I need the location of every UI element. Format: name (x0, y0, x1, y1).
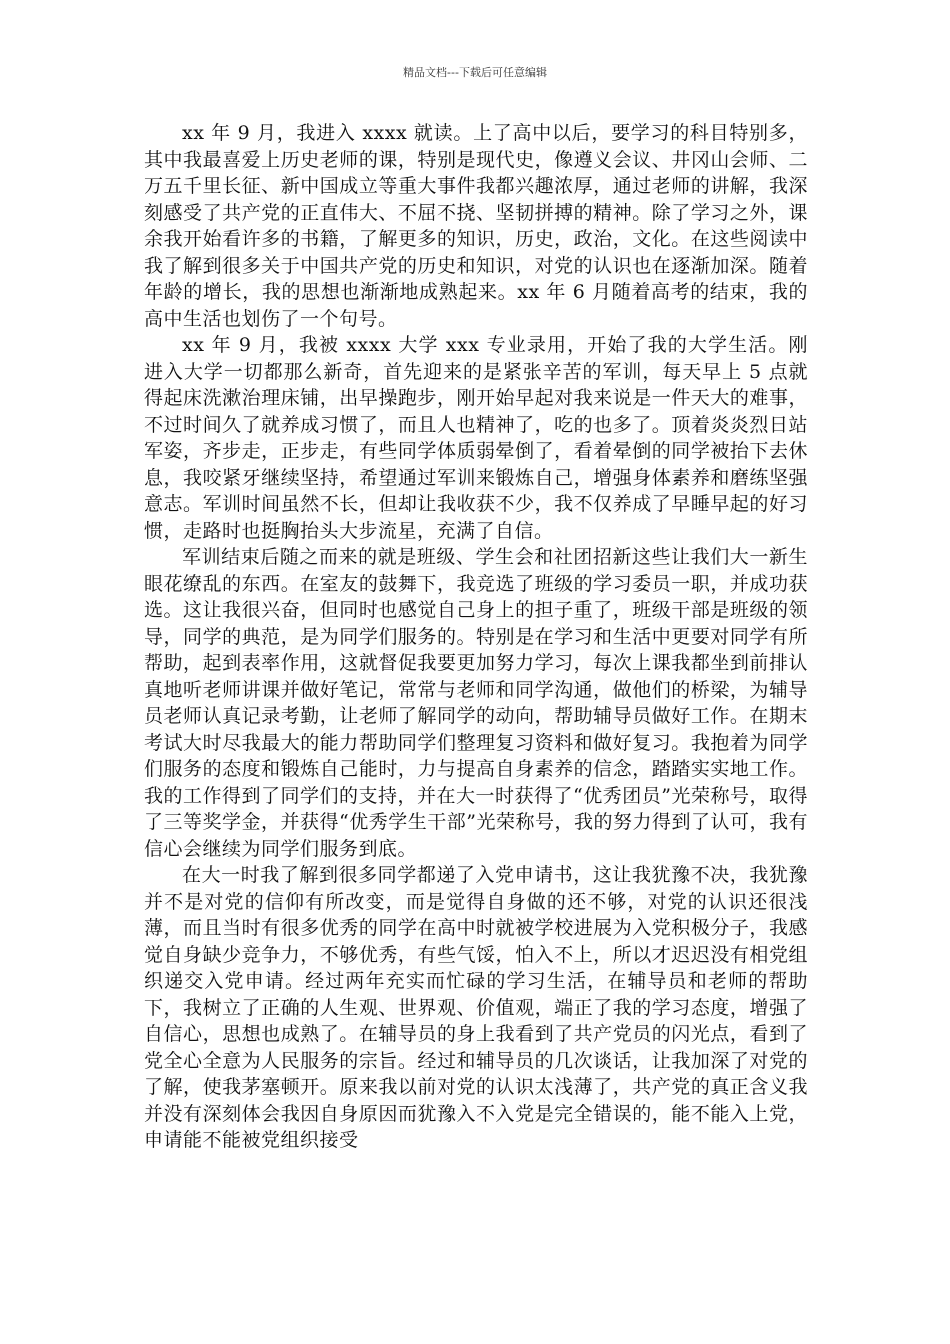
paragraph-4: 在大一时我了解到很多同学都递了入党申请书，这让我犹豫不决，我犹豫并不是对党的信仰有所改变，而是觉得自身做的还不够，对党的认识还很浅薄，而且当时有很多优秀的同学在高中时就被学校进展为入党积极分子，我感觉自身缺少竞争力，不够优秀，有些气馁，怕入不上，所以才迟迟没有相党组织递交入党申请。经过两年充实而忙碌的学习生活，在辅导员和老师的帮助下，我树立了正确的人生观、世界观、价值观，端正了我的学习态度，增强了自信心，思想也成熟了。在辅导员的身上我看到了共产党员的闪光点，看到了党全心全意为人民服务的宗旨。经过和辅导员的几次谈话，让我加深了对党的了解，使我茅塞顿开。原来我以前对党的认识太浅薄了，共产党的真正含义我并没有深刻体会我因自身原因而犹豫入不入党是完全错误的，能不能入上党，申请能不能被党组织接受 (144, 864, 808, 1151)
paragraph-3: 军训结束后随之而来的就是班级、学生会和社团招新这些让我们大一新生眼花缭乱的东西。在室友的鼓舞下，我竞选了班级的学习委员一职，并成功获选。这让我很兴奋，但同时也感觉自己身上的担子重了，班级干部是班级的领导，同学的典范，是为同学们服务的。特别是在学习和生活中更要对同学有所帮助，起到表率作用，这就督促我要更加努力学习，每次上课我都坐到前排认真地听老师讲课并做好笔记，常常与老师和同学沟通，做他们的桥梁，为辅导员老师认真记录考勤，让老师了解同学的动向，帮助辅导员做好工作。在期末考试大时尽我最大的能力帮助同学们整理复习资料和做好复习。我抱着为同学们服务的态度和锻炼自己能时，力与提高自身素养的信念，踏踏实实地工作。我的工作得到了同学们的支持，并在大一时获得了“优秀团员”光荣称号，取得了三等奖学金，并获得“优秀学生干部”光荣称号，我的努力得到了认可，我有信心会继续为同学们服务到底。 (144, 546, 808, 860)
paragraph-1: xx 年 9 月，我进入 xxxx 就读。上了高中以后，要学习的科目特别多，其中我最喜爱上历史老师的课，特别是现代史，像遵义会议、井冈山会师、二万五千里长征、新中国成立等重大事件我都兴趣浓厚，通过老师的讲解，我深刻感受了共产党的正直伟大、不屈不挠、坚韧拼搏的精神。除了学习之外，课余我开始看许多的书籍，了解更多的知识，历史，政治，文化。在这些阅读中我了解到很多关于中国共产党的历史和知识，对党的认识也在逐渐加深。随着年龄的增长，我的思想也渐渐地成熟起来。xx 年 6 月随着高考的结束，我的高中生活也划伤了一个句号。 (144, 122, 808, 330)
page-header: 精品文档---下载后可任意编辑 (403, 66, 547, 79)
document-body (144, 120, 808, 1154)
paragraph-2: xx 年 9 月，我被 xxxx 大学 xxx 专业录用，开始了我的大学生活。刚进入大学一切都那么新奇，首先迎来的是紧张辛苦的军训，每天早上 5 点就得起床洗漱治理床铺，出早操跑步，刚开始早起对我来说是一件天大的难事，不过时间久了就养成习惯了，而且人也精神了，吃的也多了。顶着炎炎烈日站军姿，齐步走，正步走，有些同学体质弱晕倒了，看着晕倒的同学被抬下去休息，我咬紧牙继续坚持，希望通过军训来锻炼自己，增强身体素养和磨练坚强意志。军训时间虽然不长，但却让我收获不少，我不仅养成了早睡早起的好习惯，走路时也挺胸抬头大步流星，充满了自信。 (144, 334, 808, 542)
